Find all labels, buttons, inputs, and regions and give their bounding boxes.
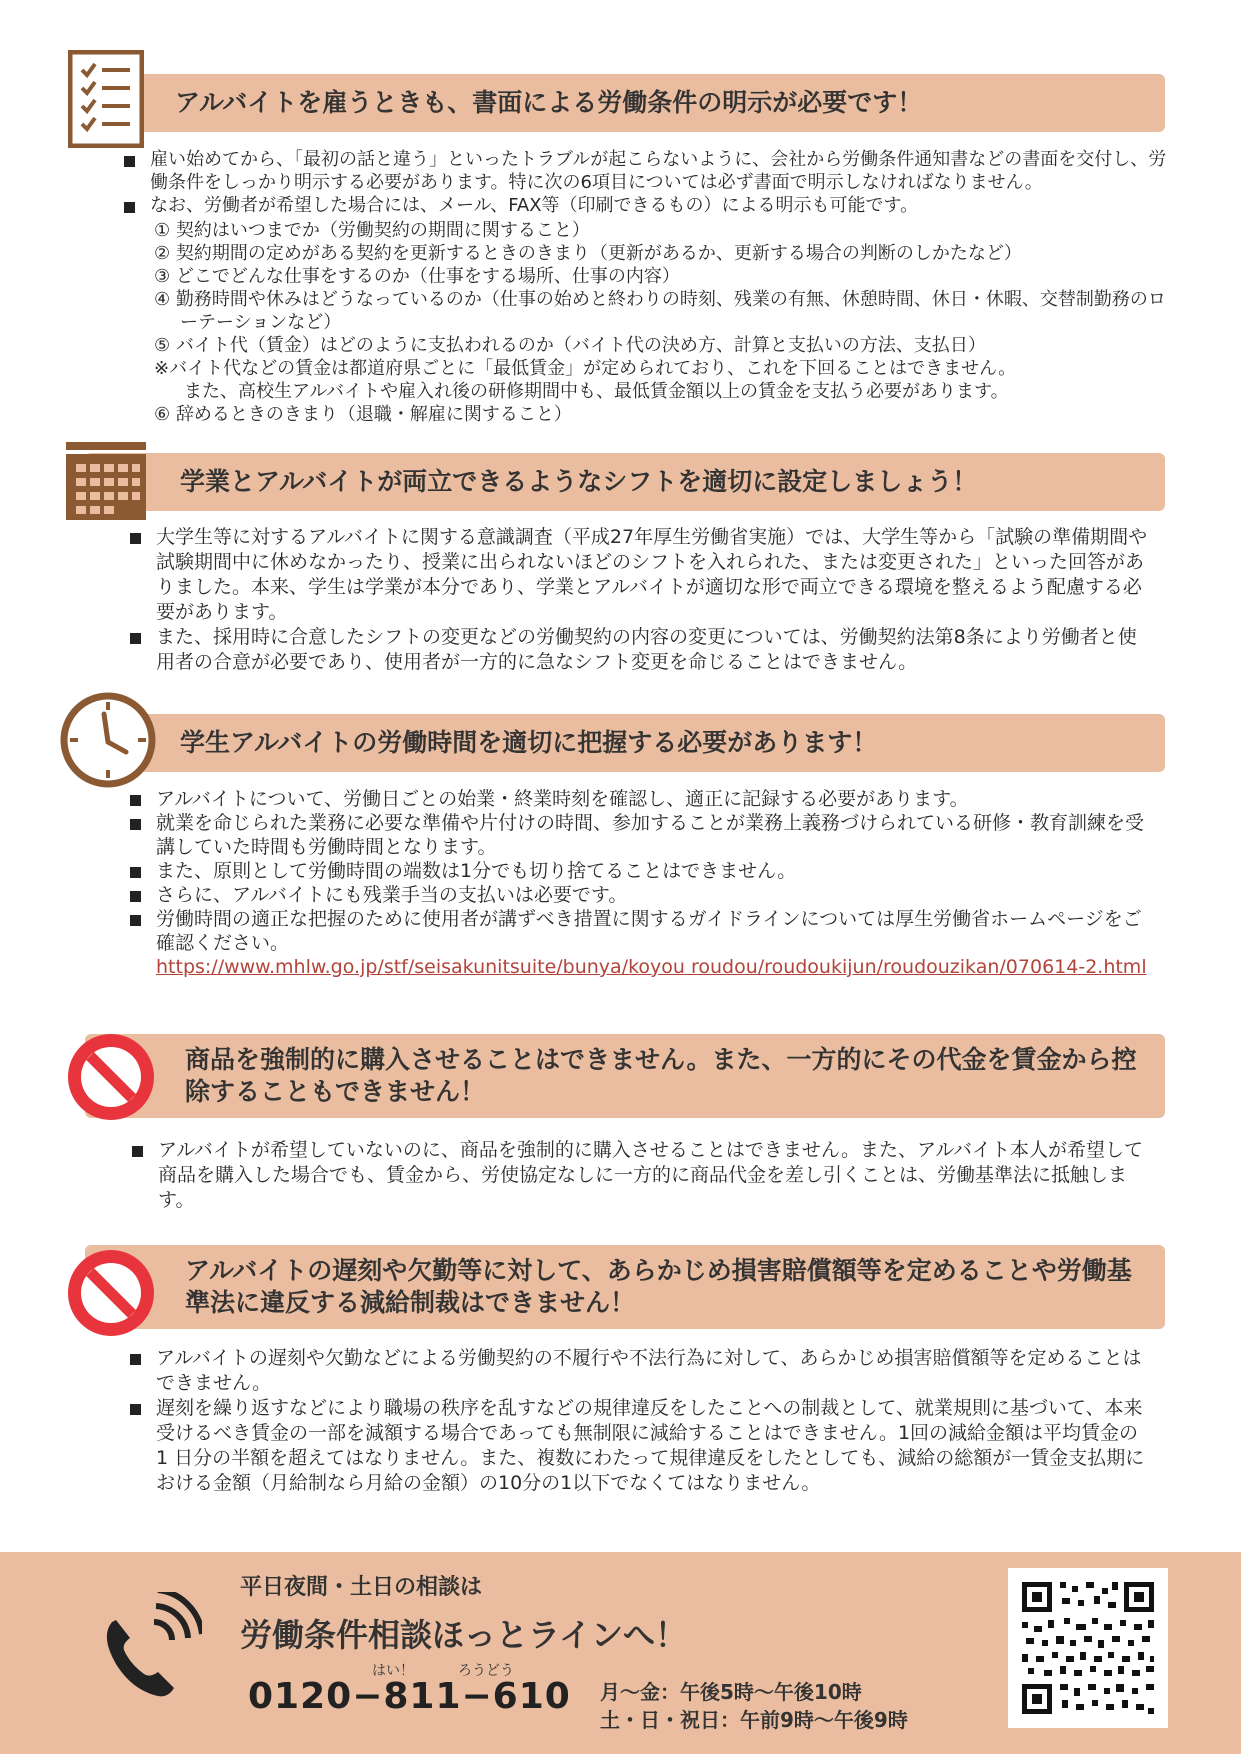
section-1-bullets	[122, 148, 1167, 426]
list-item: アルバイトが希望していないのに、商品を強制的に購入させることはできません。また、アルバイト本人が希望して商品を購入した場合でも、賃金から、労使協定なしに一方的に商品代金を差し引くことは、労働基準法に抵触します。	[130, 1138, 1150, 1213]
list-item: アルバイトの遅刻や欠勤などによる労働契約の不履行や不法行為に対して、あらかじめ損害賠償額等を定めることはできません。	[128, 1346, 1153, 1396]
hours-weekend: 土・日・祝日：午前9時～午後9時	[600, 1708, 908, 1732]
list-item-text: なお、労働者が希望した場合には、メール、FAX等（印刷できるもの）による明示も可能です。	[150, 195, 919, 216]
condition-item: ① 契約はいつまでか（労働契約の期間に関すること）	[154, 220, 590, 241]
checklist-icon	[68, 50, 144, 148]
calendar-icon	[66, 442, 146, 520]
section-1-title: アルバイトを雇うときも、書面による労働条件の明示が必要です！	[175, 88, 923, 117]
condition-item: ⑤ バイト代（賃金）はどのように支払われるのか（バイト代の決め方、計算と支払いの方法、支払日）	[154, 335, 986, 356]
condition-item: ③ どこでどんな仕事をするのか（仕事をする場所、仕事の内容）	[154, 266, 680, 287]
mhlw-guideline-link[interactable]: https://www.mhlw.go.jp/stf/seisakunitsuite/bunya/koyou roudou/roudoukijun/roudouzikan/070614-2.html	[156, 956, 1147, 978]
section-4-title: 商品を強制的に購入させることはできません。また、一方的にその代金を賃金から控除することもできません！	[185, 1045, 1137, 1106]
phone-icon	[92, 1592, 202, 1702]
section-3-bullets	[128, 787, 1150, 979]
hotline-intro: 平日夜間・土日の相談は	[240, 1575, 483, 1600]
wage-note-cont: また、高校生アルバイトや雇入れ後の研修期間中も、最低賃金額以上の賃金を支払う必要があります。	[184, 381, 1009, 402]
list-item: また、原則として労働時間の端数は1分でも切り捨てることはできません。	[128, 859, 1150, 883]
hours-weekday: 月～金：午後5時～午後10時	[600, 1680, 862, 1704]
list-item: 大学生等に対するアルバイトに関する意識調査（平成27年厚生労働省実施）では、大学生等から「試験の準備期間や試験期間中に休めなかったり、授業に出られないほどのシフトを入れられた、または変更された」といった回答がありました。本来、学生は学業が本分であり、学業とアルバイトが適切な形で両立できる環境を整えるよう配慮する必要があります。	[128, 525, 1150, 625]
list-item	[122, 194, 1167, 426]
prohibition-icon	[68, 1034, 154, 1120]
list-item-text: 労働時間の適正な把握のために使用者が講ずべき措置に関するガイドラインについては厚生労働省ホームページをご確認ください。	[156, 908, 1142, 954]
condition-items	[150, 219, 1167, 426]
hotline-phone-number[interactable]: 0120−811−610	[248, 1676, 571, 1717]
section-2-bullets	[128, 525, 1150, 675]
phone-ruby-1: はい！	[372, 1663, 414, 1679]
hotline-name: 労働条件相談ほっとラインへ！	[240, 1616, 688, 1654]
section-5-title: アルバイトの遅刻や欠勤等に対して、あらかじめ損害賠償額等を定めることや労働基準法に違反する減給制裁はできません！	[185, 1256, 1132, 1317]
list-item: 遅刻を繰り返すなどにより職場の秩序を乱すなどの規律違反をしたことへの制裁として、就業規則に基づいて、本来受けるべき賃金の一部を減額する場合であっても無制限に減給することはできません。1回の減給金額は平均賃金の 1 日分の半額を超えてはなりません。また、複数にわたって規律違反をしたとしても、減給の総額が一賃金支払期における金額（月給制なら月給の金額）の10分の1以下でなくてはなりません。	[128, 1396, 1153, 1496]
section-5-bullets	[128, 1346, 1153, 1496]
wage-note: ※バイト代などの賃金は都道府県ごとに「最低賃金」が定められており、これを下回ることはできません。	[154, 358, 1017, 379]
list-item: 雇い始めてから、「最初の話と違う」といったトラブルが起こらないように、会社から労働条件通知書などの書面を交付し、労働条件をしっかり明示する必要があります。特に次の6項目については必ず書面で明示しなければなりません。	[122, 148, 1167, 194]
qr-code[interactable]	[1008, 1568, 1168, 1728]
hotline-hours	[600, 1678, 908, 1734]
condition-item: ④ 勤務時間や休みはどうなっているのか（仕事の始めと終わりの時刻、残業の有無、休憩時間、休日・休暇、交替制勤務のローテーションなど）	[154, 289, 1166, 333]
section-3-title: 学生アルバイトの労働時間を適切に把握する必要があります！	[180, 728, 878, 757]
section-4-bullets	[130, 1138, 1150, 1213]
hotline-footer	[0, 1552, 1241, 1754]
clock-icon	[60, 692, 156, 788]
list-item	[128, 907, 1150, 979]
list-item: さらに、アルバイトにも残業手当の支払いは必要です。	[128, 883, 1150, 907]
section-2-title: 学業とアルバイトが両立できるようなシフトを適切に設定しましょう！	[180, 467, 978, 496]
condition-item: ② 契約期間の定めがある契約を更新するときのきまり（更新があるか、更新する場合の判断のしかたなど）	[154, 243, 1022, 264]
condition-item: ⑥ 辞めるときのきまり（退職・解雇に関すること）	[154, 404, 572, 425]
list-item: 就業を命じられた業務に必要な準備や片付けの時間、参加することが業務上義務づけられている研修・教育訓練を受講していた時間も労働時間となります。	[128, 811, 1150, 859]
list-item: また、採用時に合意したシフトの変更などの労働契約の内容の変更については、労働契約法第8条により労働者と使用者の合意が必要であり、使用者が一方的に急なシフト変更を命じることはできません。	[128, 625, 1150, 675]
phone-ruby-2: ろうどう	[458, 1663, 514, 1679]
list-item: アルバイトについて、労働日ごとの始業・終業時刻を確認し、適正に記録する必要があります。	[128, 787, 1150, 811]
prohibition-icon	[68, 1250, 154, 1336]
